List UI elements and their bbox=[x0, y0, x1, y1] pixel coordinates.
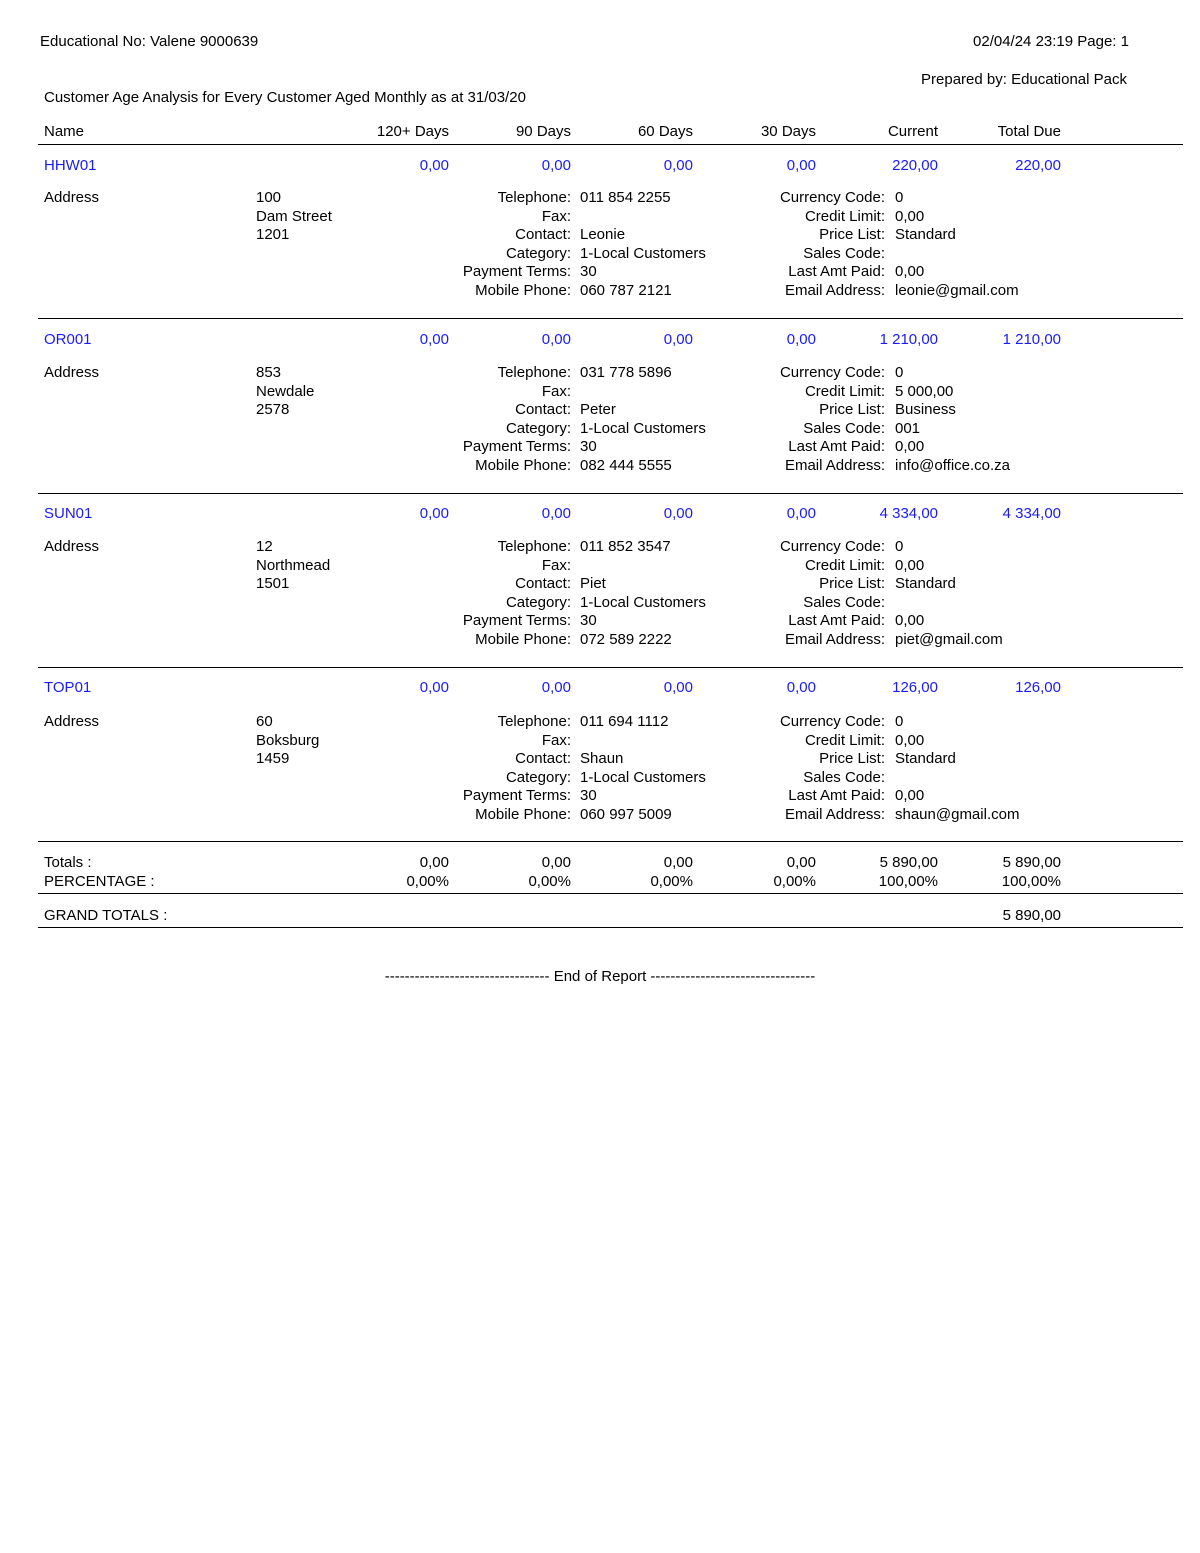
last-amt-paid-label: Last Amt Paid: bbox=[788, 612, 885, 629]
amount-30-days: 0,00 bbox=[786, 679, 816, 696]
address-line-1: 100 bbox=[256, 189, 282, 206]
email-value: info@office.co.za bbox=[895, 457, 1011, 474]
total-current: 5 890,00 bbox=[879, 854, 938, 871]
telephone-value: 011 854 2255 bbox=[580, 189, 671, 206]
grand-totals-value: 5 890,00 bbox=[1002, 907, 1061, 924]
customer-divider bbox=[38, 667, 1183, 668]
column-header-60-days: 60 Days bbox=[637, 123, 693, 140]
amount-current: 4 334,00 bbox=[879, 505, 938, 522]
report-title: Customer Age Analysis for Every Customer Aged Monthly as at 31/03/20 bbox=[44, 89, 526, 106]
category-label: Category: bbox=[505, 420, 571, 437]
address-line-1: 60 bbox=[256, 713, 273, 730]
currency-code-label: Currency Code: bbox=[779, 538, 885, 555]
mobile-phone-value: 060 997 5009 bbox=[580, 806, 672, 823]
contact-label: Contact: bbox=[515, 575, 571, 592]
sales-code-label: Sales Code: bbox=[803, 420, 885, 437]
fax-label: Fax: bbox=[541, 208, 571, 225]
sales-code-label: Sales Code: bbox=[803, 769, 885, 786]
credit-limit-value: 0,00 bbox=[895, 557, 925, 574]
amount-current: 220,00 bbox=[892, 157, 938, 174]
fax-label: Fax: bbox=[541, 732, 571, 749]
account-code: TOP01 bbox=[44, 679, 92, 696]
customer-block bbox=[0, 148, 1200, 318]
mobile-phone-label: Mobile Phone: bbox=[475, 631, 571, 648]
end-of-report: --------------------------------- End of Report --------------------------------- bbox=[384, 968, 816, 985]
credit-limit-label: Credit Limit: bbox=[804, 383, 885, 400]
percentage-30-days: 0,00% bbox=[773, 873, 816, 890]
price-list-value: Business bbox=[895, 401, 956, 418]
currency-code-label: Currency Code: bbox=[779, 713, 885, 730]
percentage-total-due: 100,00% bbox=[1001, 873, 1061, 890]
email-value: shaun@gmail.com bbox=[895, 806, 1020, 823]
address-line-1: 853 bbox=[256, 364, 282, 381]
amount-30-days: 0,00 bbox=[786, 157, 816, 174]
mobile-phone-value: 072 589 2222 bbox=[580, 631, 672, 648]
price-list-value: Standard bbox=[895, 575, 956, 592]
grand-totals-label: GRAND TOTALS : bbox=[44, 907, 168, 924]
totals-label: Totals : bbox=[44, 854, 92, 871]
total-120-days: 0,00 bbox=[419, 854, 449, 871]
column-header-current: Current bbox=[887, 123, 938, 140]
last-amt-paid-label: Last Amt Paid: bbox=[788, 787, 885, 804]
payment-terms-label: Payment Terms: bbox=[462, 263, 571, 280]
amount-total-due: 126,00 bbox=[1015, 679, 1061, 696]
address-line-3: 1501 bbox=[256, 575, 290, 592]
amount-60-days: 0,00 bbox=[663, 157, 693, 174]
amount-current: 1 210,00 bbox=[879, 331, 938, 348]
currency-code-value: 0 bbox=[895, 364, 904, 381]
credit-limit-value: 0,00 bbox=[895, 732, 925, 749]
amount-total-due: 220,00 bbox=[1015, 157, 1061, 174]
last-amt-paid-value: 0,00 bbox=[895, 787, 925, 804]
column-header-120-days: 120+ Days bbox=[376, 123, 449, 140]
address-line-2: Dam Street bbox=[256, 208, 332, 225]
amount-total-due: 1 210,00 bbox=[1002, 331, 1061, 348]
email-label: Email Address: bbox=[784, 457, 885, 474]
telephone-value: 031 778 5896 bbox=[580, 364, 672, 381]
account-code: HHW01 bbox=[44, 157, 97, 174]
sales-code-label: Sales Code: bbox=[803, 245, 885, 262]
credit-limit-label: Credit Limit: bbox=[804, 732, 885, 749]
category-value: 1-Local Customers bbox=[580, 420, 706, 437]
last-amt-paid-value: 0,00 bbox=[895, 612, 925, 629]
amount-current: 126,00 bbox=[892, 679, 938, 696]
currency-code-label: Currency Code: bbox=[779, 189, 885, 206]
fax-label: Fax: bbox=[541, 557, 571, 574]
currency-code-label: Currency Code: bbox=[779, 364, 885, 381]
address-line-2: Boksburg bbox=[256, 732, 320, 749]
contact-value: Piet bbox=[580, 575, 606, 592]
column-header-30-days: 30 Days bbox=[760, 123, 816, 140]
mobile-phone-label: Mobile Phone: bbox=[475, 806, 571, 823]
address-label: Address bbox=[44, 364, 100, 381]
address-line-3: 1459 bbox=[256, 750, 290, 767]
amount-30-days: 0,00 bbox=[786, 331, 816, 348]
customer-divider bbox=[38, 493, 1183, 494]
credit-limit-value: 5 000,00 bbox=[895, 383, 954, 400]
amount-120-days: 0,00 bbox=[419, 331, 449, 348]
percentage-current: 100,00% bbox=[878, 873, 938, 890]
customer-block bbox=[0, 322, 1200, 492]
prepared-by: Prepared by: Educational Pack bbox=[921, 71, 1127, 88]
currency-code-value: 0 bbox=[895, 713, 904, 730]
telephone-label: Telephone: bbox=[497, 364, 571, 381]
mobile-phone-label: Mobile Phone: bbox=[475, 457, 571, 474]
column-header-total-due: Total Due bbox=[997, 123, 1061, 140]
telephone-label: Telephone: bbox=[497, 189, 571, 206]
amount-120-days: 0,00 bbox=[419, 157, 449, 174]
percentage-120-days: 0,00% bbox=[406, 873, 449, 890]
address-label: Address bbox=[44, 538, 100, 555]
last-amt-paid-label: Last Amt Paid: bbox=[788, 438, 885, 455]
payment-terms-label: Payment Terms: bbox=[462, 438, 571, 455]
price-list-value: Standard bbox=[895, 226, 956, 243]
contact-label: Contact: bbox=[515, 750, 571, 767]
payment-terms-value: 30 bbox=[580, 787, 597, 804]
category-label: Category: bbox=[505, 245, 571, 262]
price-list-label: Price List: bbox=[819, 401, 885, 418]
customer-divider bbox=[38, 841, 1183, 842]
telephone-value: 011 852 3547 bbox=[580, 538, 671, 555]
percentage-label: PERCENTAGE : bbox=[44, 873, 155, 890]
account-code: OR001 bbox=[44, 331, 92, 348]
amount-60-days: 0,00 bbox=[663, 505, 693, 522]
email-value: piet@gmail.com bbox=[895, 631, 1003, 648]
currency-code-value: 0 bbox=[895, 538, 904, 555]
credit-limit-label: Credit Limit: bbox=[804, 208, 885, 225]
category-value: 1-Local Customers bbox=[580, 769, 706, 786]
fax-label: Fax: bbox=[541, 383, 571, 400]
mobile-phone-value: 060 787 2121 bbox=[580, 282, 672, 299]
date-and-page: 02/04/24 23:19 Page: 1 bbox=[973, 33, 1129, 50]
amount-90-days: 0,00 bbox=[541, 157, 571, 174]
account-code: SUN01 bbox=[44, 505, 93, 522]
amount-120-days: 0,00 bbox=[419, 505, 449, 522]
contact-value: Shaun bbox=[580, 750, 624, 767]
contact-label: Contact: bbox=[515, 401, 571, 418]
telephone-label: Telephone: bbox=[497, 713, 571, 730]
mobile-phone-label: Mobile Phone: bbox=[475, 282, 571, 299]
payment-terms-value: 30 bbox=[580, 438, 597, 455]
price-list-label: Price List: bbox=[819, 750, 885, 767]
email-label: Email Address: bbox=[784, 631, 885, 648]
address-line-3: 2578 bbox=[256, 401, 290, 418]
price-list-label: Price List: bbox=[819, 226, 885, 243]
customer-block bbox=[0, 497, 1200, 667]
email-label: Email Address: bbox=[784, 282, 885, 299]
address-label: Address bbox=[44, 189, 100, 206]
address-line-2: Northmead bbox=[256, 557, 331, 574]
payment-terms-value: 30 bbox=[580, 612, 597, 629]
price-list-label: Price List: bbox=[819, 575, 885, 592]
category-label: Category: bbox=[505, 594, 571, 611]
total-90-days: 0,00 bbox=[541, 854, 571, 871]
address-line-1: 12 bbox=[256, 538, 273, 555]
amount-30-days: 0,00 bbox=[786, 505, 816, 522]
currency-code-value: 0 bbox=[895, 189, 904, 206]
sales-code-value: 001 bbox=[895, 420, 921, 437]
amount-90-days: 0,00 bbox=[541, 679, 571, 696]
customer-divider bbox=[38, 318, 1183, 319]
category-value: 1-Local Customers bbox=[580, 594, 706, 611]
telephone-label: Telephone: bbox=[497, 538, 571, 555]
address-line-3: 1201 bbox=[256, 226, 290, 243]
grand-totals-divider bbox=[38, 927, 1183, 928]
category-value: 1-Local Customers bbox=[580, 245, 706, 262]
payment-terms-label: Payment Terms: bbox=[462, 787, 571, 804]
total-60-days: 0,00 bbox=[663, 854, 693, 871]
totals-divider bbox=[38, 893, 1183, 894]
amount-60-days: 0,00 bbox=[663, 331, 693, 348]
amount-60-days: 0,00 bbox=[663, 679, 693, 696]
last-amt-paid-value: 0,00 bbox=[895, 263, 925, 280]
payment-terms-value: 30 bbox=[580, 263, 597, 280]
category-label: Category: bbox=[505, 769, 571, 786]
header-divider bbox=[38, 144, 1183, 145]
percentage-60-days: 0,00% bbox=[650, 873, 693, 890]
amount-90-days: 0,00 bbox=[541, 505, 571, 522]
address-label: Address bbox=[44, 713, 100, 730]
last-amt-paid-label: Last Amt Paid: bbox=[788, 263, 885, 280]
telephone-value: 011 694 1112 bbox=[580, 713, 669, 730]
credit-limit-value: 0,00 bbox=[895, 208, 925, 225]
column-header-90-days: 90 Days bbox=[515, 123, 571, 140]
contact-value: Leonie bbox=[580, 226, 626, 243]
amount-90-days: 0,00 bbox=[541, 331, 571, 348]
educational-number: Educational No: Valene 9000639 bbox=[40, 33, 259, 50]
sales-code-label: Sales Code: bbox=[803, 594, 885, 611]
column-header-name: Name bbox=[44, 123, 85, 140]
amount-120-days: 0,00 bbox=[419, 679, 449, 696]
payment-terms-label: Payment Terms: bbox=[462, 612, 571, 629]
email-label: Email Address: bbox=[784, 806, 885, 823]
last-amt-paid-value: 0,00 bbox=[895, 438, 925, 455]
total-total-due: 5 890,00 bbox=[1002, 854, 1061, 871]
total-30-days: 0,00 bbox=[786, 854, 816, 871]
price-list-value: Standard bbox=[895, 750, 956, 767]
percentage-90-days: 0,00% bbox=[528, 873, 571, 890]
customer-block bbox=[0, 671, 1200, 841]
amount-total-due: 4 334,00 bbox=[1002, 505, 1061, 522]
contact-label: Contact: bbox=[515, 226, 571, 243]
address-line-2: Newdale bbox=[256, 383, 315, 400]
credit-limit-label: Credit Limit: bbox=[804, 557, 885, 574]
contact-value: Peter bbox=[580, 401, 616, 418]
mobile-phone-value: 082 444 5555 bbox=[580, 457, 672, 474]
email-value: leonie@gmail.com bbox=[895, 282, 1019, 299]
